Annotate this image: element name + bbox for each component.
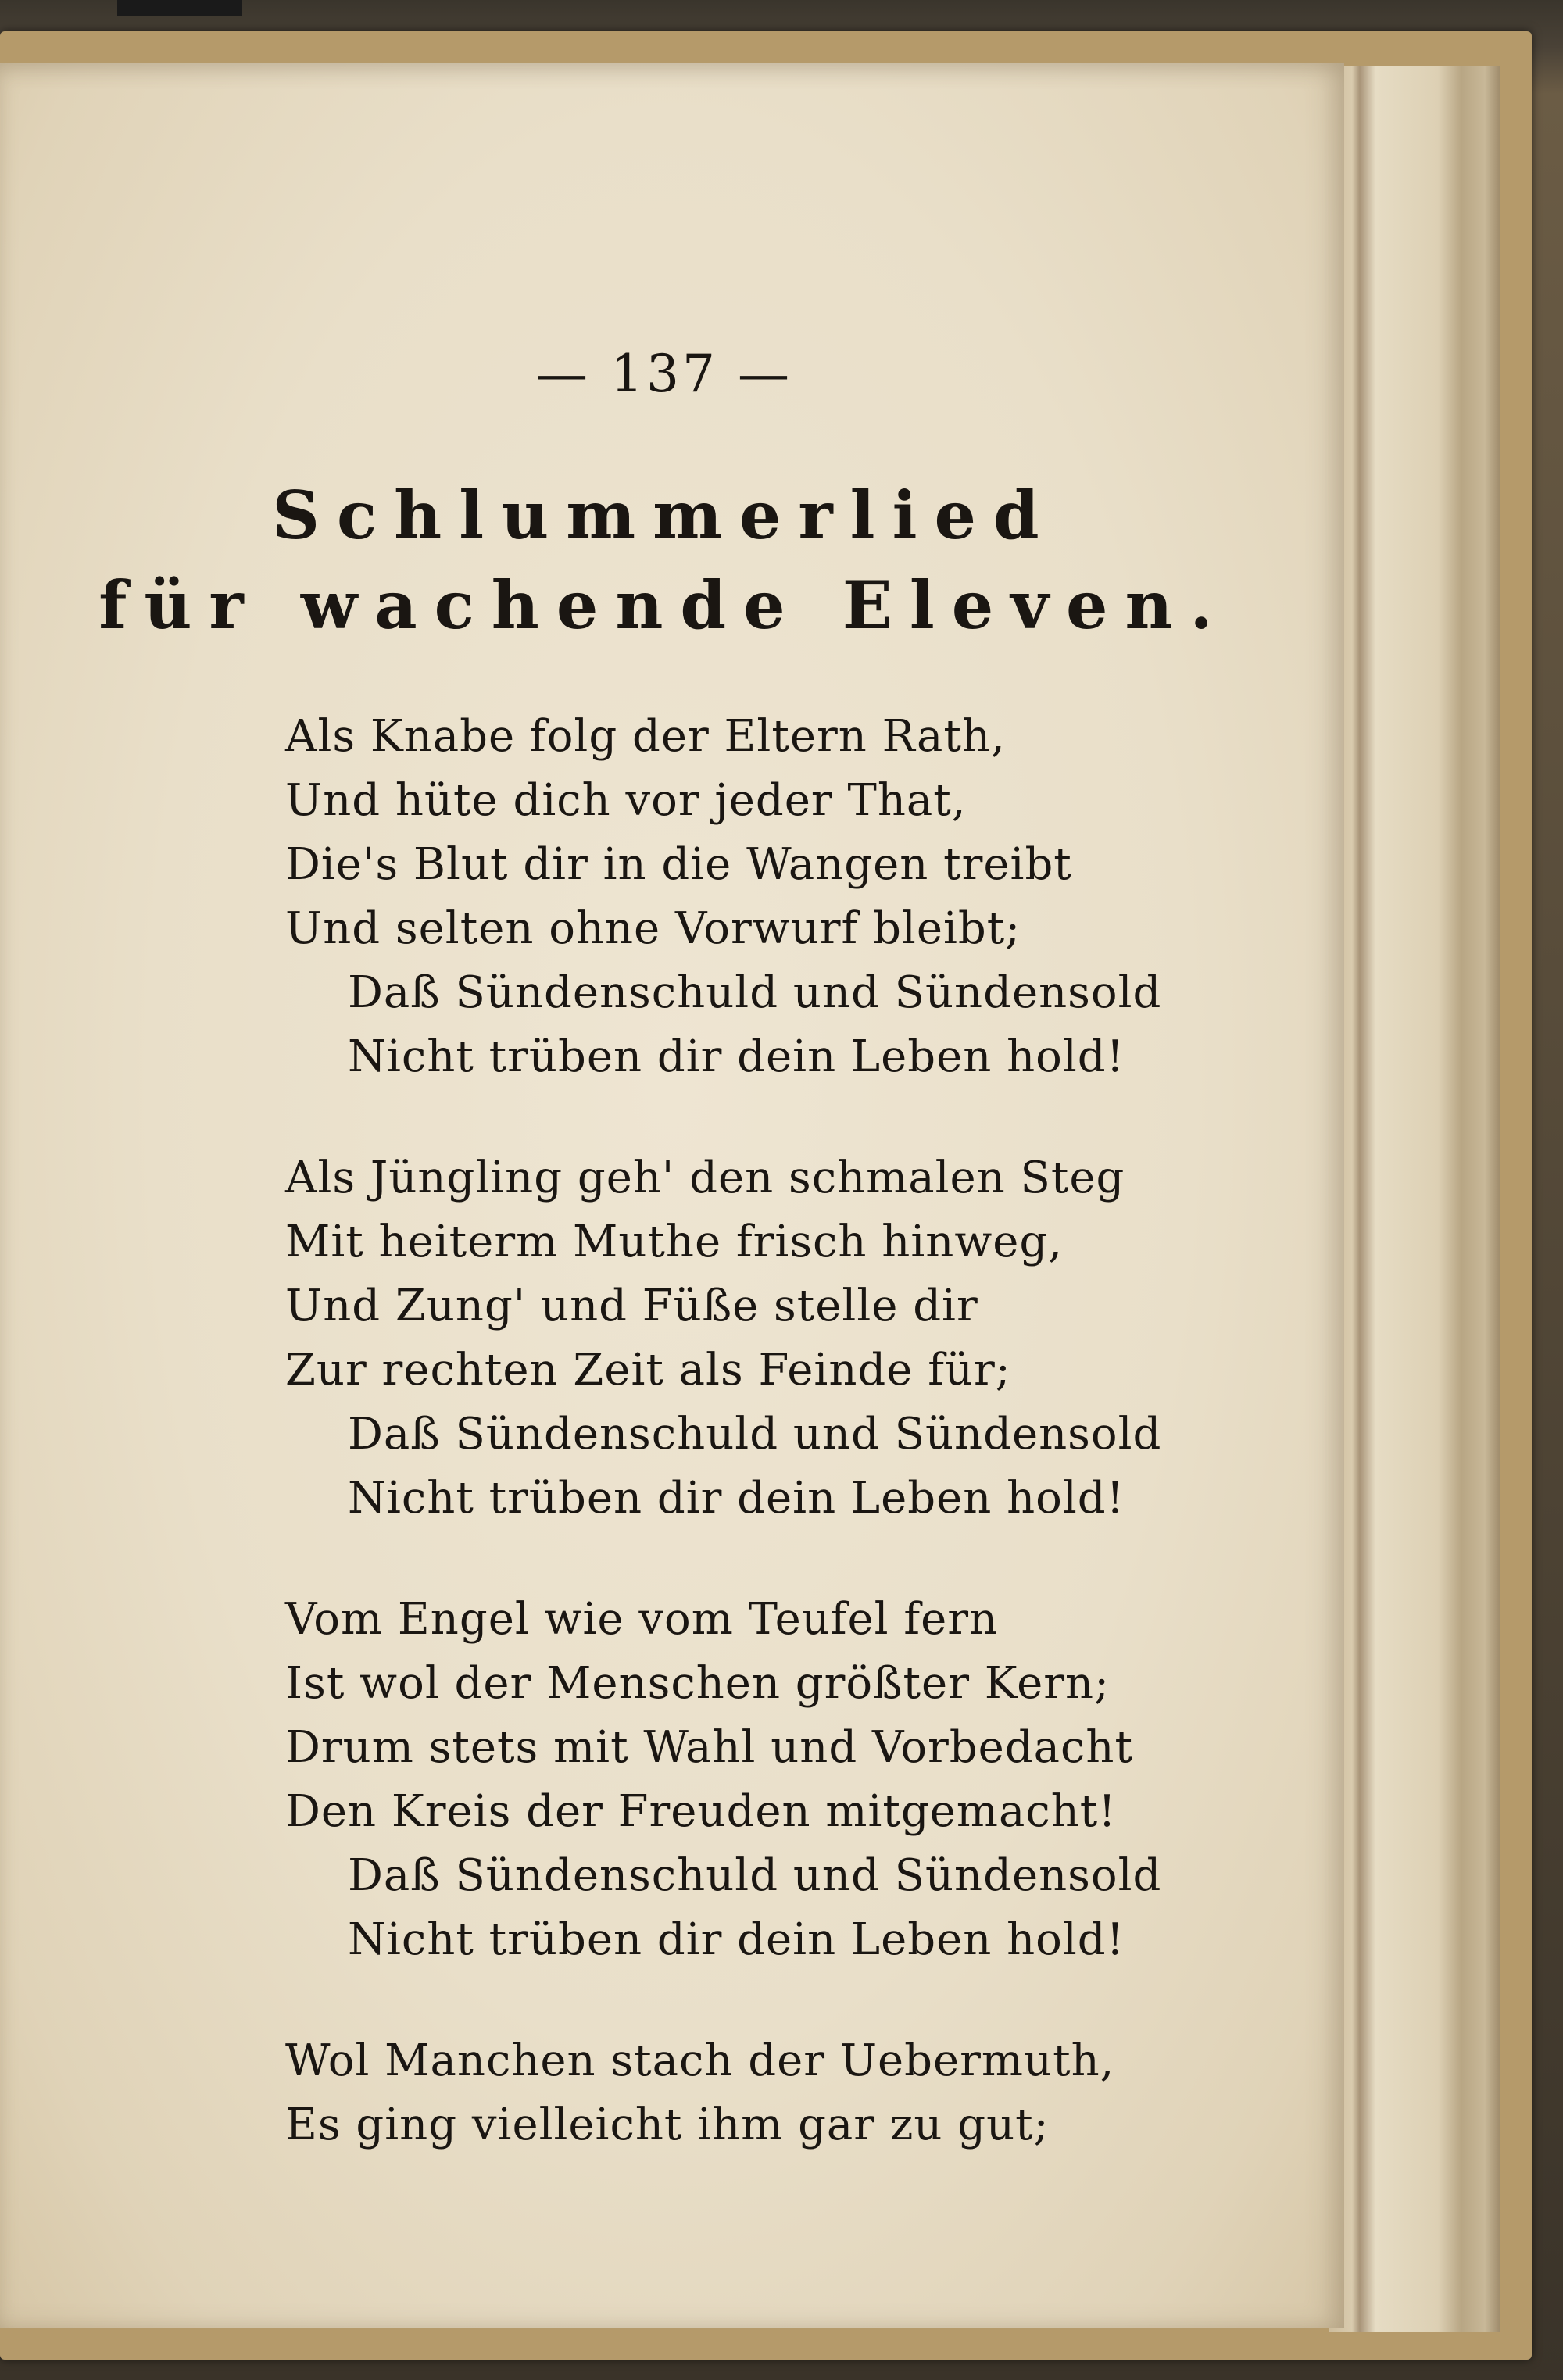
page-number: — 137 — [536,344,792,404]
refrain-line: Daß Sündenschuld und Sündensold [348,967,1162,1018]
refrain-line: Daß Sündenschuld und Sündensold [348,1409,1162,1460]
page-edges [1329,66,1500,2332]
poem-line: Und selten ohne Vorwurf bleibt; [285,903,1021,954]
poem-line: Drum stets mit Wahl und Vorbedacht [285,1722,1133,1773]
refrain-line: Nicht trüben dir dein Leben hold! [348,1031,1125,1082]
poem-line: Vom Engel wie vom Teufel fern [285,1594,999,1645]
poem-line: Die's Blut dir in die Wangen treibt [285,839,1072,890]
book-binding [117,0,242,16]
poem-line: Den Kreis der Freuden mitgemacht! [285,1786,1117,1837]
poem-line: Und Zung' und Füße stelle dir [285,1281,978,1331]
poem-line: Es ging vielleicht ihm gar zu gut; [285,2099,1050,2150]
poem-line: Und hüte dich vor jeder That, [285,775,967,826]
poem-line: Als Jüngling geh' den schmalen Steg [285,1152,1125,1203]
poem-line: Wol Manchen stach der Uebermuth, [285,2035,1115,2086]
poem-line: Zur rechten Zeit als Feinde für; [285,1345,1011,1395]
refrain-line: Nicht trüben dir dein Leben hold! [348,1914,1125,1965]
refrain-line: Daß Sündenschuld und Sündensold [348,1850,1162,1901]
poem-line: Als Knabe folg der Eltern Rath, [285,711,1006,762]
poem-title-line-1: Schlummerlied [272,477,1057,554]
book-page [0,63,1344,2328]
refrain-line: Nicht trüben dir dein Leben hold! [348,1473,1125,1524]
poem-line: Ist wol der Menschen größter Kern; [285,1658,1110,1709]
poem-line: Mit heiterm Muthe frisch hinweg, [285,1217,1064,1267]
poem-title-line-2: für wachende Eleven. [98,566,1230,644]
